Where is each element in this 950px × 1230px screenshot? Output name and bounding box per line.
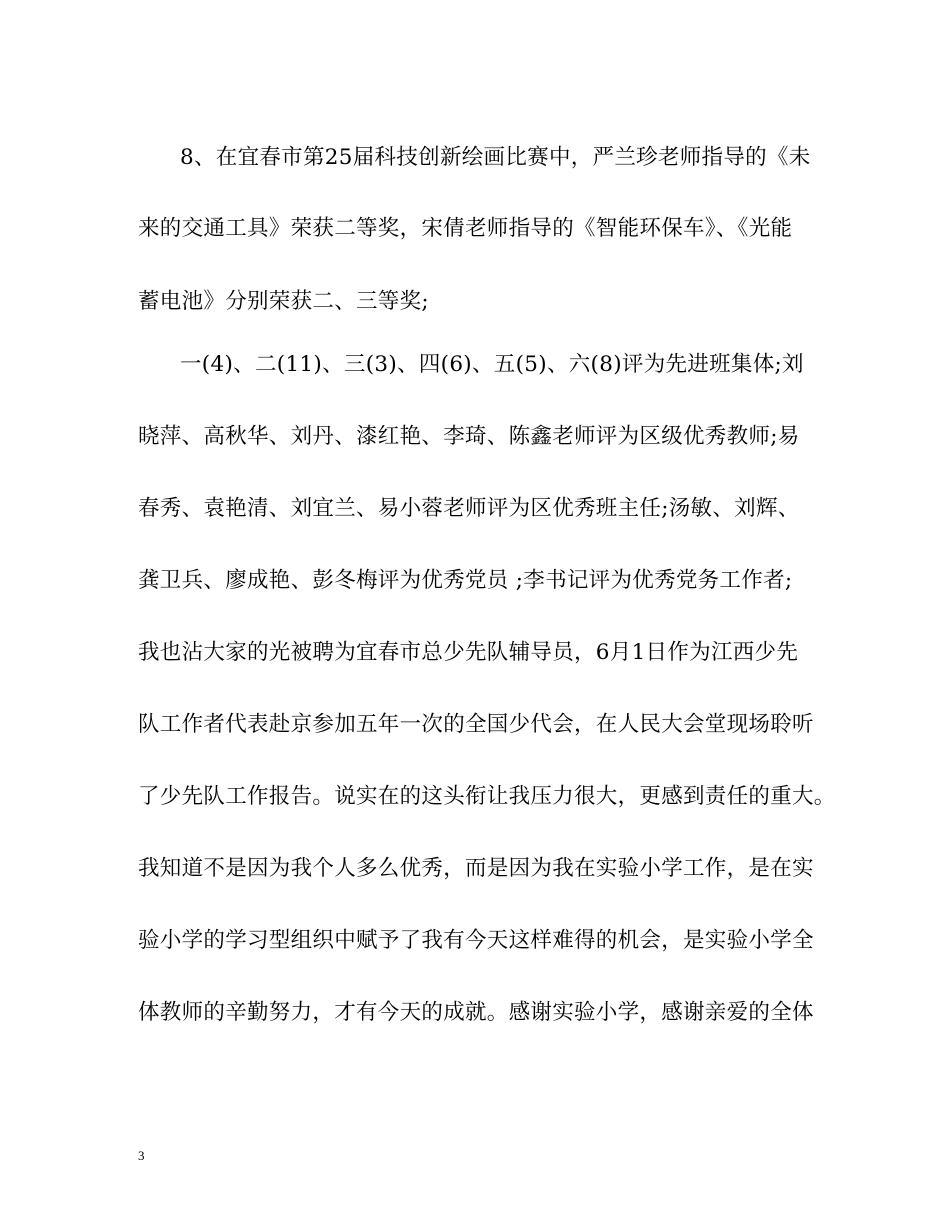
text-line: 蓄电池》分别荣获二、三等奖; bbox=[138, 289, 429, 314]
text-line: 龚卫兵、廖成艳、彭冬梅评为优秀党员 ;李书记评为优秀党务工作者; bbox=[138, 568, 793, 593]
text-line: 我知道不是因为我个人多么优秀，而是因为我在实验小学工作，是在实 bbox=[138, 856, 814, 881]
text-line: 8、在宜春市第25届科技创新绘画比赛中，严兰珍老师指导的《未 bbox=[180, 145, 811, 170]
text-line: 春秀、袁艳清、刘宜兰、易小蓉老师评为区优秀班主任;汤敏、刘辉、 bbox=[138, 496, 800, 521]
text-line: 来的交通工具》荣获二等奖，宋倩老师指导的《智能环保车》、《光能 bbox=[138, 216, 793, 241]
page-number: 3 bbox=[138, 1148, 145, 1163]
text-line: 晓萍、高秋华、刘丹、漆红艳、李琦、陈鑫老师评为区级优秀教师;易 bbox=[138, 424, 800, 449]
text-line: 我也沾大家的光被聘为宜春市总少先队辅导员，6月1日作为江西少先 bbox=[138, 640, 799, 665]
text-line: 队工作者代表赴京参加五年一次的全国少代会，在人民大会堂现场聆听 bbox=[138, 712, 814, 737]
text-line: 一(4)、二(11)、三(3)、四(6)、五(5)、六(8)评为先进班集体;刘 bbox=[180, 352, 804, 377]
text-line: 验小学的学习型组织中赋予了我有今天这样难得的机会，是实验小学全 bbox=[138, 928, 814, 953]
text-line: 了少先队工作报告。说实在的这头衔让我压力很大，更感到责任的重大。 bbox=[138, 784, 836, 809]
text-line: 体教师的辛勤努力，才有今天的成就。感谢实验小学，感谢亲爱的全体 bbox=[138, 1000, 814, 1025]
